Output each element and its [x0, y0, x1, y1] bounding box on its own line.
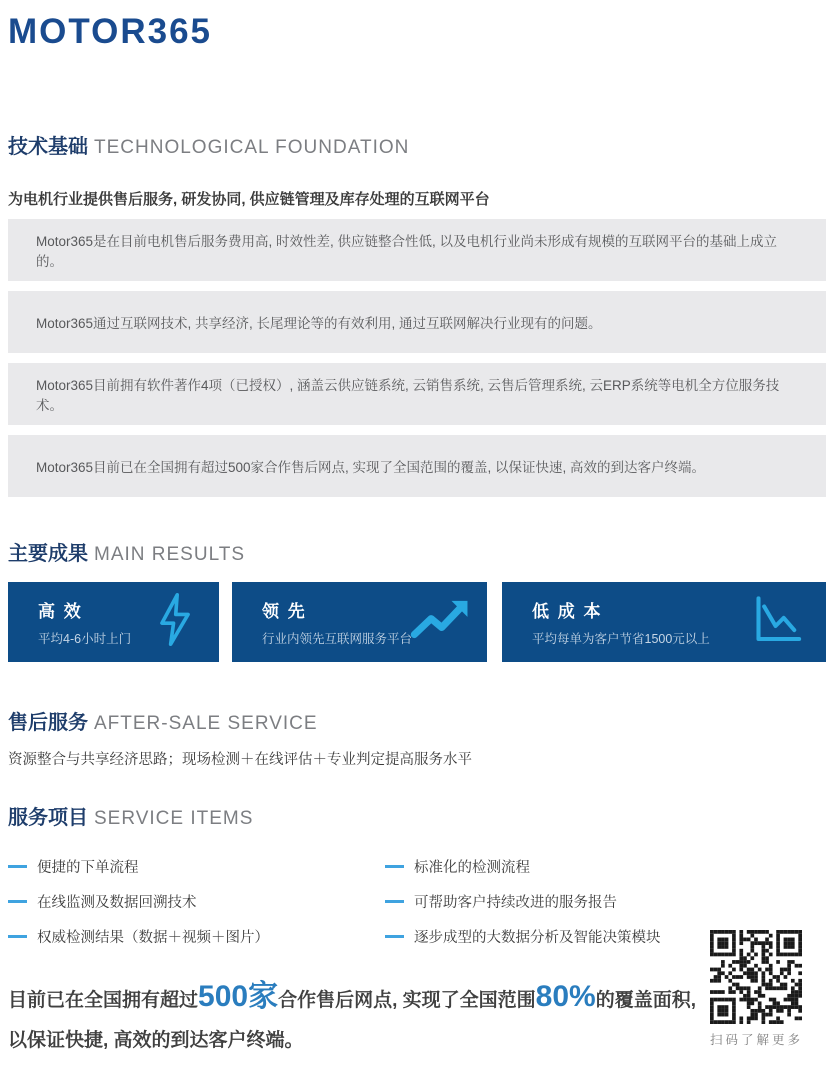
list-item [8, 926, 385, 946]
section-title-zh: 服务项目 [8, 807, 88, 829]
trend-up-icon [409, 597, 471, 648]
service-items-right-column [385, 856, 762, 961]
section-main-results [8, 541, 826, 662]
list-item-label: 权威检测结果（数据＋视频＋图片） [37, 929, 269, 946]
dash-icon [385, 900, 404, 903]
section-title-en: MAIN RESULTS [94, 544, 246, 565]
card-subtitle: 平均每单为客户节省1500元以上 [532, 632, 710, 646]
dash-icon [8, 865, 27, 868]
footer-big-number: 500家 [198, 980, 279, 1013]
tech-info-box-text: Motor365目前已在全国拥有超过500家合作售后网点, 实现了全国范围的覆盖, 以保证快速, 高效的到达客户终端。 [36, 460, 706, 475]
footer-text-part: 目前已在全国拥有超过 [8, 990, 199, 1011]
footer-text-part: 以保证快捷, 高效的到达客户终端。 [8, 1030, 304, 1051]
qr-label: 扫码了解更多 [710, 1033, 804, 1047]
list-item [385, 891, 762, 911]
section-after-sale [8, 710, 826, 769]
dash-icon [8, 900, 27, 903]
list-item-label: 可帮助客户持续改进的服务报告 [414, 894, 617, 911]
tech-info-box [8, 219, 826, 281]
qr-code [710, 930, 802, 1024]
service-items-left-column [8, 856, 385, 961]
list-item-label: 逐步成型的大数据分析及智能决策模块 [414, 929, 661, 946]
result-card-leading [232, 582, 487, 662]
section-title-en: TECHNOLOGICAL FOUNDATION [94, 137, 410, 158]
footer-text-part: 合作售后网点, 实现了全国范围 [278, 990, 536, 1011]
dash-icon [8, 935, 27, 938]
dash-icon [385, 935, 404, 938]
section-title [8, 541, 826, 568]
list-item [8, 891, 385, 911]
section-title-en: AFTER-SALE SERVICE [94, 713, 318, 734]
page [0, 10, 834, 1074]
chart-decline-icon [752, 592, 804, 653]
after-sale-desc: 资源整合与共享经济思路；现场检测＋在线评估＋专业判定提高服务水平 [8, 752, 472, 768]
section-title-zh: 技术基础 [8, 136, 88, 158]
result-cards [8, 582, 826, 662]
result-card-low-cost [502, 582, 826, 662]
footer-text-part: 的覆盖面积, [595, 990, 696, 1011]
section-service-items [8, 805, 826, 961]
list-item [385, 856, 762, 876]
section-title-zh: 主要成果 [8, 543, 88, 565]
tech-info-box-text: Motor365目前拥有软件著作4项（已授权）, 涵盖云供应链系统, 云销售系统, 云售后管理系统, 云ERP系统等电机全方位服务技术。 [36, 378, 780, 413]
lightning-icon [153, 591, 197, 654]
card-title: 高 效 [38, 602, 83, 621]
footer-big-number: 80% [535, 980, 596, 1013]
list-item [385, 926, 762, 946]
card-subtitle: 平均4-6小时上门 [38, 632, 132, 646]
section-title [8, 805, 826, 832]
card-title: 低 成 本 [532, 602, 603, 621]
list-item-label: 标准化的检测流程 [414, 859, 530, 876]
section-title [8, 710, 826, 737]
tech-info-box [8, 435, 826, 497]
section-tech-foundation [8, 134, 826, 497]
card-subtitle: 行业内领先互联网服务平台 [262, 632, 413, 646]
tech-info-box [8, 291, 826, 353]
service-items-list [8, 856, 826, 961]
footer-summary [8, 977, 713, 1061]
logo: MOTOR365 [8, 12, 213, 51]
tech-lead-text: 为电机行业提供售后服务, 研发协同, 供应链管理及库存处理的互联网平台 [8, 191, 490, 208]
list-item-label: 在线监测及数据回溯技术 [37, 894, 197, 911]
card-title: 领 先 [262, 602, 307, 621]
list-item [8, 856, 385, 876]
tech-info-box [8, 363, 826, 425]
section-title-zh: 售后服务 [8, 712, 88, 734]
list-item-label: 便捷的下单流程 [37, 859, 139, 876]
section-title-en: SERVICE ITEMS [94, 808, 254, 829]
tech-info-box-text: Motor365是在目前电机售后服务费用高, 时效性差, 供应链整合性低, 以及电机行业尚未形成有规模的互联网平台的基础上成立的。 [36, 234, 778, 269]
dash-icon [385, 865, 404, 868]
section-title [8, 134, 826, 161]
tech-info-box-text: Motor365通过互联网技术, 共享经济, 长尾理论等的有效利用, 通过互联网解决行业现有的问题。 [36, 316, 602, 331]
result-card-efficient [8, 582, 219, 662]
qr-block [710, 930, 820, 1048]
